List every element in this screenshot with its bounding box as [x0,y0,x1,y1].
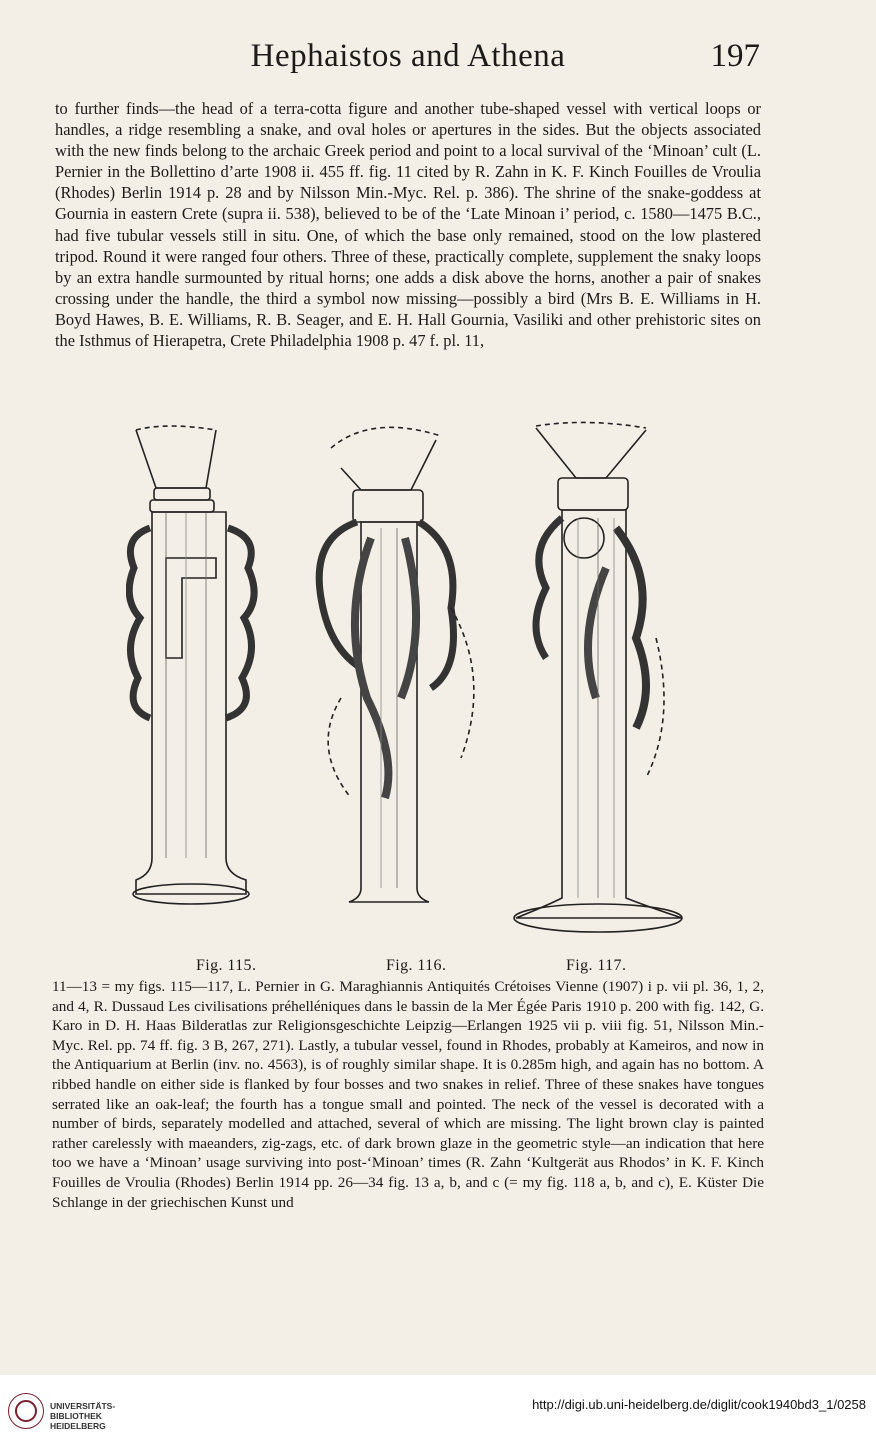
source-url-link[interactable]: http://digi.ub.uni-heidelberg.de/diglit/cook1940bd3_1/0258 [532,1397,866,1412]
caption-fig-117: Fig. 117. [566,957,627,974]
page-number: 197 [710,38,760,74]
library-logo[interactable] [8,1385,118,1437]
running-head [52,36,764,84]
figure-116-vessel-drawing [301,418,501,970]
figure-115-vessel-drawing [126,418,296,970]
page-title: Hephaistos and Athena [250,38,566,74]
library-logo-text: UNIVERSITÄTS- BIBLIOTHEK HEIDELBERG [50,1401,116,1431]
caption-fig-115: Fig. 115. [196,957,257,974]
figure-plate [126,418,686,970]
caption-fig-116: Fig. 116. [386,957,447,974]
figure-117-vessel-drawing [506,418,686,970]
library-footer [0,1375,876,1448]
footnote-block [52,977,764,1212]
main-paragraph [55,98,761,351]
paragraph-text: to further finds—the head of a terra-cotta figure and another tube-shaped vessel with vertical loops or handles, a ridge resembling a snake, and oval holes or apertures in the sides. But the objects associated with the new finds belong to the archaic Greek period and point to a local survival of the ‘Minoan’ cult (L. Pernier in the Bollettino d’arte 1908 ii. 455 ff. fig. 11 cited by R. Zahn in K. F. Kinch Fouilles de Vroulia (Rhodes) Berlin 1914 p. 28 and by Nilsson Min.-Myc. Rel. p. 386). The shrine of the snake-goddess at Gournia in eastern Crete (supra ii. 538), believed to be of the ‘Late Minoan i’ period, c. 1580—1475 B.C., had five tubular vessels still in situ. One, of which the base only remained, stood on the low plastered tripod. Round it were ranged four others. Three of these, practically complete, supplement the snaky loops by an extra handle surmounted by ritual horns; one adds a disk above the horns, another a pair of snakes crossing under the handle, the third a symbol now missing—possibly a bird (Mrs B. E. Williams in H. Boyd Hawes, B. E. Williams, R. B. Seager, and E. H. Hall Gournia, Vasiliki and other prehistoric sites on the Isthmus of Hierapetra, Crete Philadelphia 1908 p. 47 f. pl. 11, [55,99,761,351]
university-seal-icon [8,1393,44,1429]
footnote-text: 11—13 = my figs. 115—117, L. Pernier in G. Maraghiannis Antiquités Crétoises Vienne (1907) i p. vii pl. 36, 1, 2, and 4, R. Dussaud Les civilisations préhelléniques dans le bassin de la Mer Égée Paris 1910 p. 200 with fig. 142, G. Karo in D. H. Haas Bilderatlas zur Religionsgeschichte Leipzig—Erlangen 1925 vii p. viii fig. 51, Nilsson Min.-Myc. Rel. pp. 74 ff. fig. 3 B, 267, 271). Lastly, a tubular vessel, found in Rhodes, probably at Kameiros, and now in the Antiquarium at Berlin (inv. no. 4563), is of roughly similar shape. It is 0.285m high, and again has no bottom. A ribbed handle on either side is flanked by four bosses and two snakes in relief. Three of these snakes have tongues serrated like an oak-leaf; the fourth has a tongue small and pointed. The neck of the vessel is decorated with a number of birds, separately modelled and attached, several of which are missing. The light brown clay is painted rather carelessly with maeanders, zig-zags, etc. of dark brown glaze in the geometric style—an indication that here too we have a ‘Minoan’ usage surviving into post-‘Minoan’ times (R. Zahn ‘Kultgerät aus Rhodos’ in K. F. Kinch Fouilles de Vroulia (Rhodes) Berlin 1914 pp. 26—34 fig. 13 a, b, and c (= my fig. 118 a, b, and c), E. Küster Die Schlange in der griechischen Kunst und [52,978,764,1211]
